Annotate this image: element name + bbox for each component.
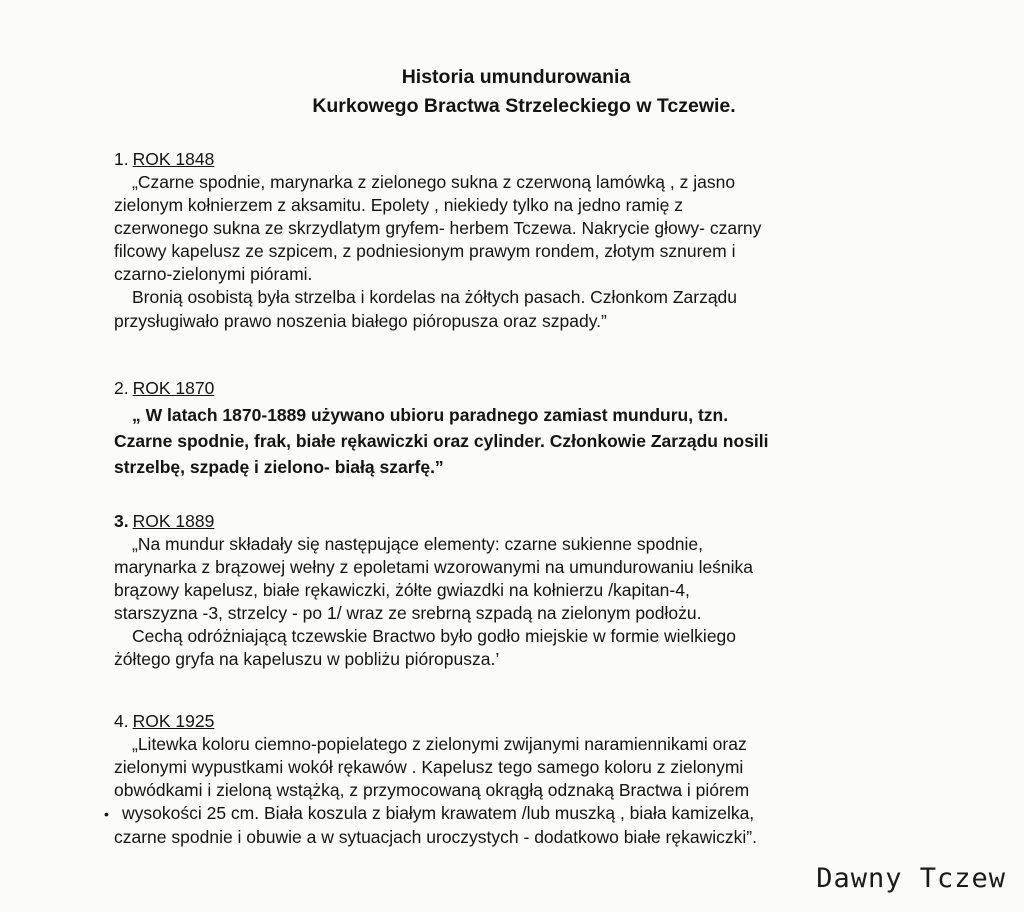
text-line: czarne spodnie i obuwie a w sytuacjach uroczystych - dodatkowo białe rękawiczki”. — [114, 827, 757, 848]
text-line: Bronią osobistą była strzelba i kordelas na żółtych pasach. Członkom Zarządu — [132, 287, 738, 308]
text-line: czerwonego sukna ze skrzydlatym gryfem- herbem Tczewa. Nakrycie głowy- czarny — [114, 218, 762, 239]
section-text — [104, 733, 974, 849]
section-rok-1870 — [114, 377, 974, 480]
text-line-content: wysokości 25 cm. Biała koszula z białym krawatem /lub muszką , biała kamizelka, — [122, 803, 755, 824]
text-line: przysługiwało prawo noszenia białego pióropusza oraz szpady.” — [114, 310, 607, 331]
section-heading — [114, 710, 974, 732]
text-line: Cechą odróżniającą tczewskie Bractwo było godło miejskie w formie wielkiego — [132, 626, 737, 647]
section-text — [114, 171, 974, 333]
section-rok-1889 — [114, 510, 974, 672]
text-line: brązowy kapelusz, białe rękawiczki, żółte gwiazdki na kołnierzu /kapitan-4, — [114, 580, 690, 601]
section-rok-1925 — [104, 710, 974, 849]
text-line — [104, 802, 974, 826]
text-line: żółtego gryfa na kapeluszu w pobliżu pióropusza.’ — [114, 649, 500, 670]
text-line: Czarne spodnie, frak, białe rękawiczki oraz cylinder. Członkowie Zarządu nosili — [114, 431, 769, 451]
text-line: zielonymi wypustkami wokół rękawów . Kapelusz tego samego koloru z zielonymi — [114, 757, 744, 778]
section-number: 2. — [114, 378, 129, 398]
section-year: ROK 1848 — [132, 149, 215, 169]
title-line-2: Kurkowego Bractwa Strzeleckiego w Tczewie. — [312, 95, 736, 117]
text-line: strzelbę, szpadę i zielono- białą szarfę.” — [114, 457, 444, 477]
text-line: zielonym kołnierzem z aksamitu. Epolety , niekiedy tylko na jedno ramię z — [114, 195, 683, 216]
section-rok-1848 — [114, 148, 974, 333]
text-line: filcowy kapelusz ze szpicem, z podniesionym prawym rondem, złotym sznurem i — [114, 241, 736, 262]
section-text — [114, 402, 974, 480]
section-heading — [114, 377, 974, 399]
text-line: „Na mundur składały się następujące elementy: czarne sukienne spodnie, — [132, 534, 704, 554]
text-line: „Litewka koloru ciemno-popielatego z zielonymi zwijanymi naramiennikami oraz — [132, 734, 747, 754]
text-line: starszyzna -3, strzelcy - po 1/ wraz ze srebrną szpadą na zielonym podłożu. — [114, 603, 702, 624]
text-line: „ W latach 1870-1889 używano ubioru paradnego zamiast munduru, tzn. — [132, 405, 729, 425]
text-line: czarno-zielonymi piórami. — [114, 264, 313, 285]
section-year: ROK 1925 — [132, 711, 215, 731]
section-heading — [114, 510, 974, 532]
document-title — [0, 63, 1024, 121]
section-year: ROK 1870 — [132, 378, 215, 398]
bullet-icon: • — [104, 806, 109, 823]
section-year: ROK 1889 — [132, 511, 215, 531]
text-line: marynarka z brązowej wełny z epoletami wzorowanymi na umundurowaniu leśnika — [114, 557, 754, 578]
section-number: 1. — [114, 149, 129, 169]
title-line-1: Historia umundurowania — [401, 66, 631, 88]
watermark: Dawny Tczew — [816, 863, 1006, 894]
section-heading — [114, 148, 974, 170]
section-text — [114, 533, 974, 672]
text-line: obwódkami i zieloną wstążką, z przymocowaną okrągłą odznaką Bractwa i piórem — [114, 780, 750, 801]
text-line: „Czarne spodnie, marynarka z zielonego sukna z czerwoną lamówką , z jasno — [132, 172, 736, 192]
section-number: 3. — [114, 511, 129, 531]
section-number: 4. — [114, 711, 129, 731]
